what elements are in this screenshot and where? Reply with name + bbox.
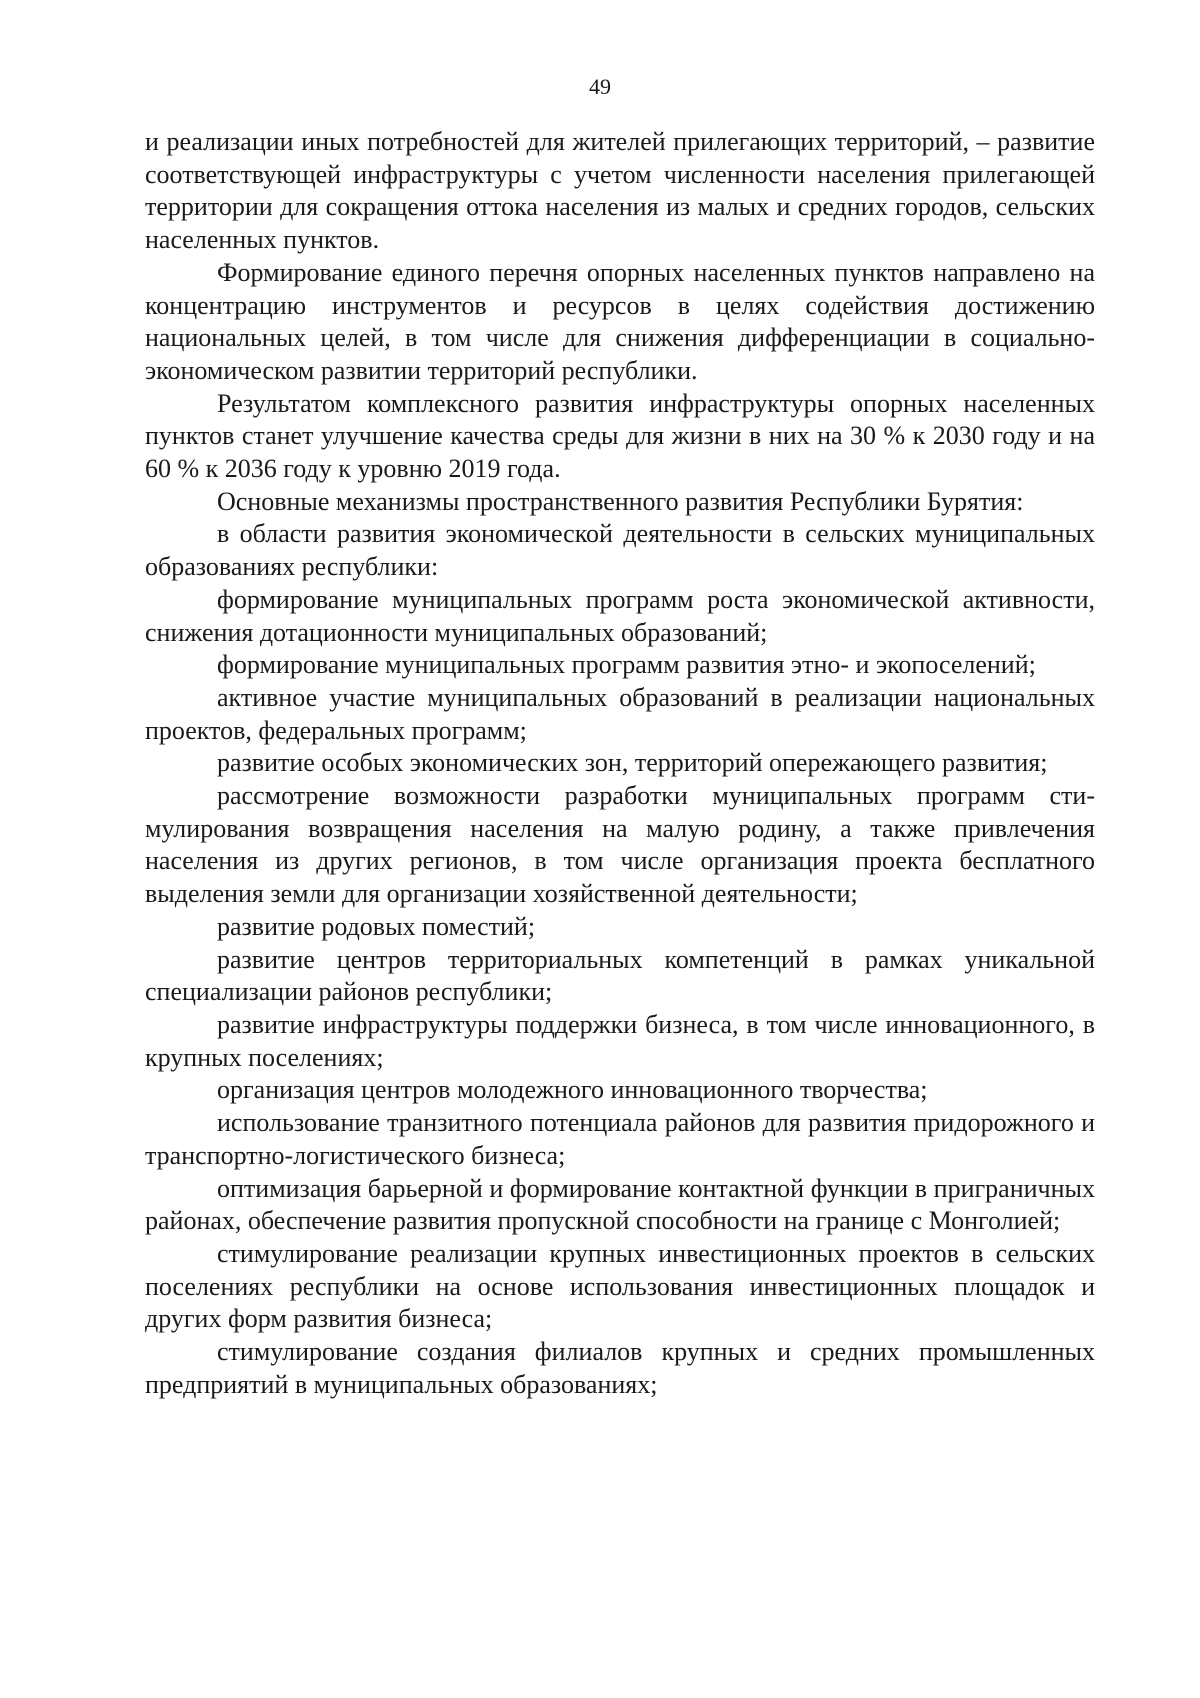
paragraph: Результатом комплексного развития инфраструктуры опорных населенных пунктов станет улучшение качества среды для жизни в них на 30 % к 2030 году и на 60 % к 2036 году к уровню 2019 года. bbox=[145, 388, 1095, 484]
list-item: активное участие муниципальных образований в реализации национальных проектов, федеральных программ; bbox=[145, 682, 1095, 745]
list-item: развитие родовых поместий; bbox=[217, 911, 536, 941]
list-item: развитие инфраструктуры поддержки бизнеса, в том числе инновационного, в крупных поселениях; bbox=[145, 1009, 1095, 1072]
list-item: стимулирование реализации крупных инвестиционных проектов в сельских поселениях республики на основе использования инвестиционных площадок и других форм развития бизнеса; bbox=[145, 1238, 1095, 1334]
list-item: оптимизация барьерной и формирование контактной функции в приграничных районах, обеспечение развития пропускной способности на границе с Монголией; bbox=[145, 1173, 1095, 1236]
paragraph: Формирование единого перечня опорных населенных пунктов направлено на концентрацию инструментов и ресурсов в целях содействия достижению национальных целей, в том числе для снижения дифференциации в социально-экономическом развитии территорий республики. bbox=[145, 257, 1095, 385]
paragraph-continuation: и реализации иных потребностей для жителей прилегающих территорий, – развитие соответствующей инфраструктуры с учетом численности населения прилегающей территории для сокращения оттока населения из малых и средних городов, сельских населенных пунктов. bbox=[145, 127, 1095, 255]
list-item: развитие центров территориальных компетенций в рамках уникальной специализации районов республики; bbox=[145, 944, 1095, 1007]
list-item: формирование муниципальных программ роста экономической активности, снижения дотационности муниципальных образований; bbox=[145, 584, 1095, 647]
list-item: рассмотрение возможности разработки муниципальных программ стимулирования возвращения населения на малую родину, а также привлечения населения из других регионов, в том числе организация проекта бесплатного выделения земли для организации хозяйственной деятельности; bbox=[145, 781, 1095, 909]
list-item: организация центров молодежного инновационного творчества; bbox=[217, 1075, 928, 1105]
body-text bbox=[145, 126, 1095, 1401]
list-item: стимулирование создания филиалов крупных и средних промышленных предприятий в муниципальных образованиях; bbox=[145, 1337, 1095, 1399]
list-item: в области развития экономической деятельности в сельских муниципальных образованиях республики: bbox=[145, 519, 1095, 582]
page-number: 49 bbox=[589, 74, 611, 99]
paragraph: Основные механизмы пространственного развития Республики Бурятия: bbox=[217, 486, 1024, 516]
list-item: использование транзитного потенциала районов для развития придорожного и транспортно-логистического бизнеса; bbox=[145, 1108, 1095, 1170]
list-item: развитие особых экономических зон, территорий опережающего развития; bbox=[217, 748, 1048, 778]
list-item: формирование муниципальных программ развития этно- и экопоселений; bbox=[217, 650, 1036, 680]
